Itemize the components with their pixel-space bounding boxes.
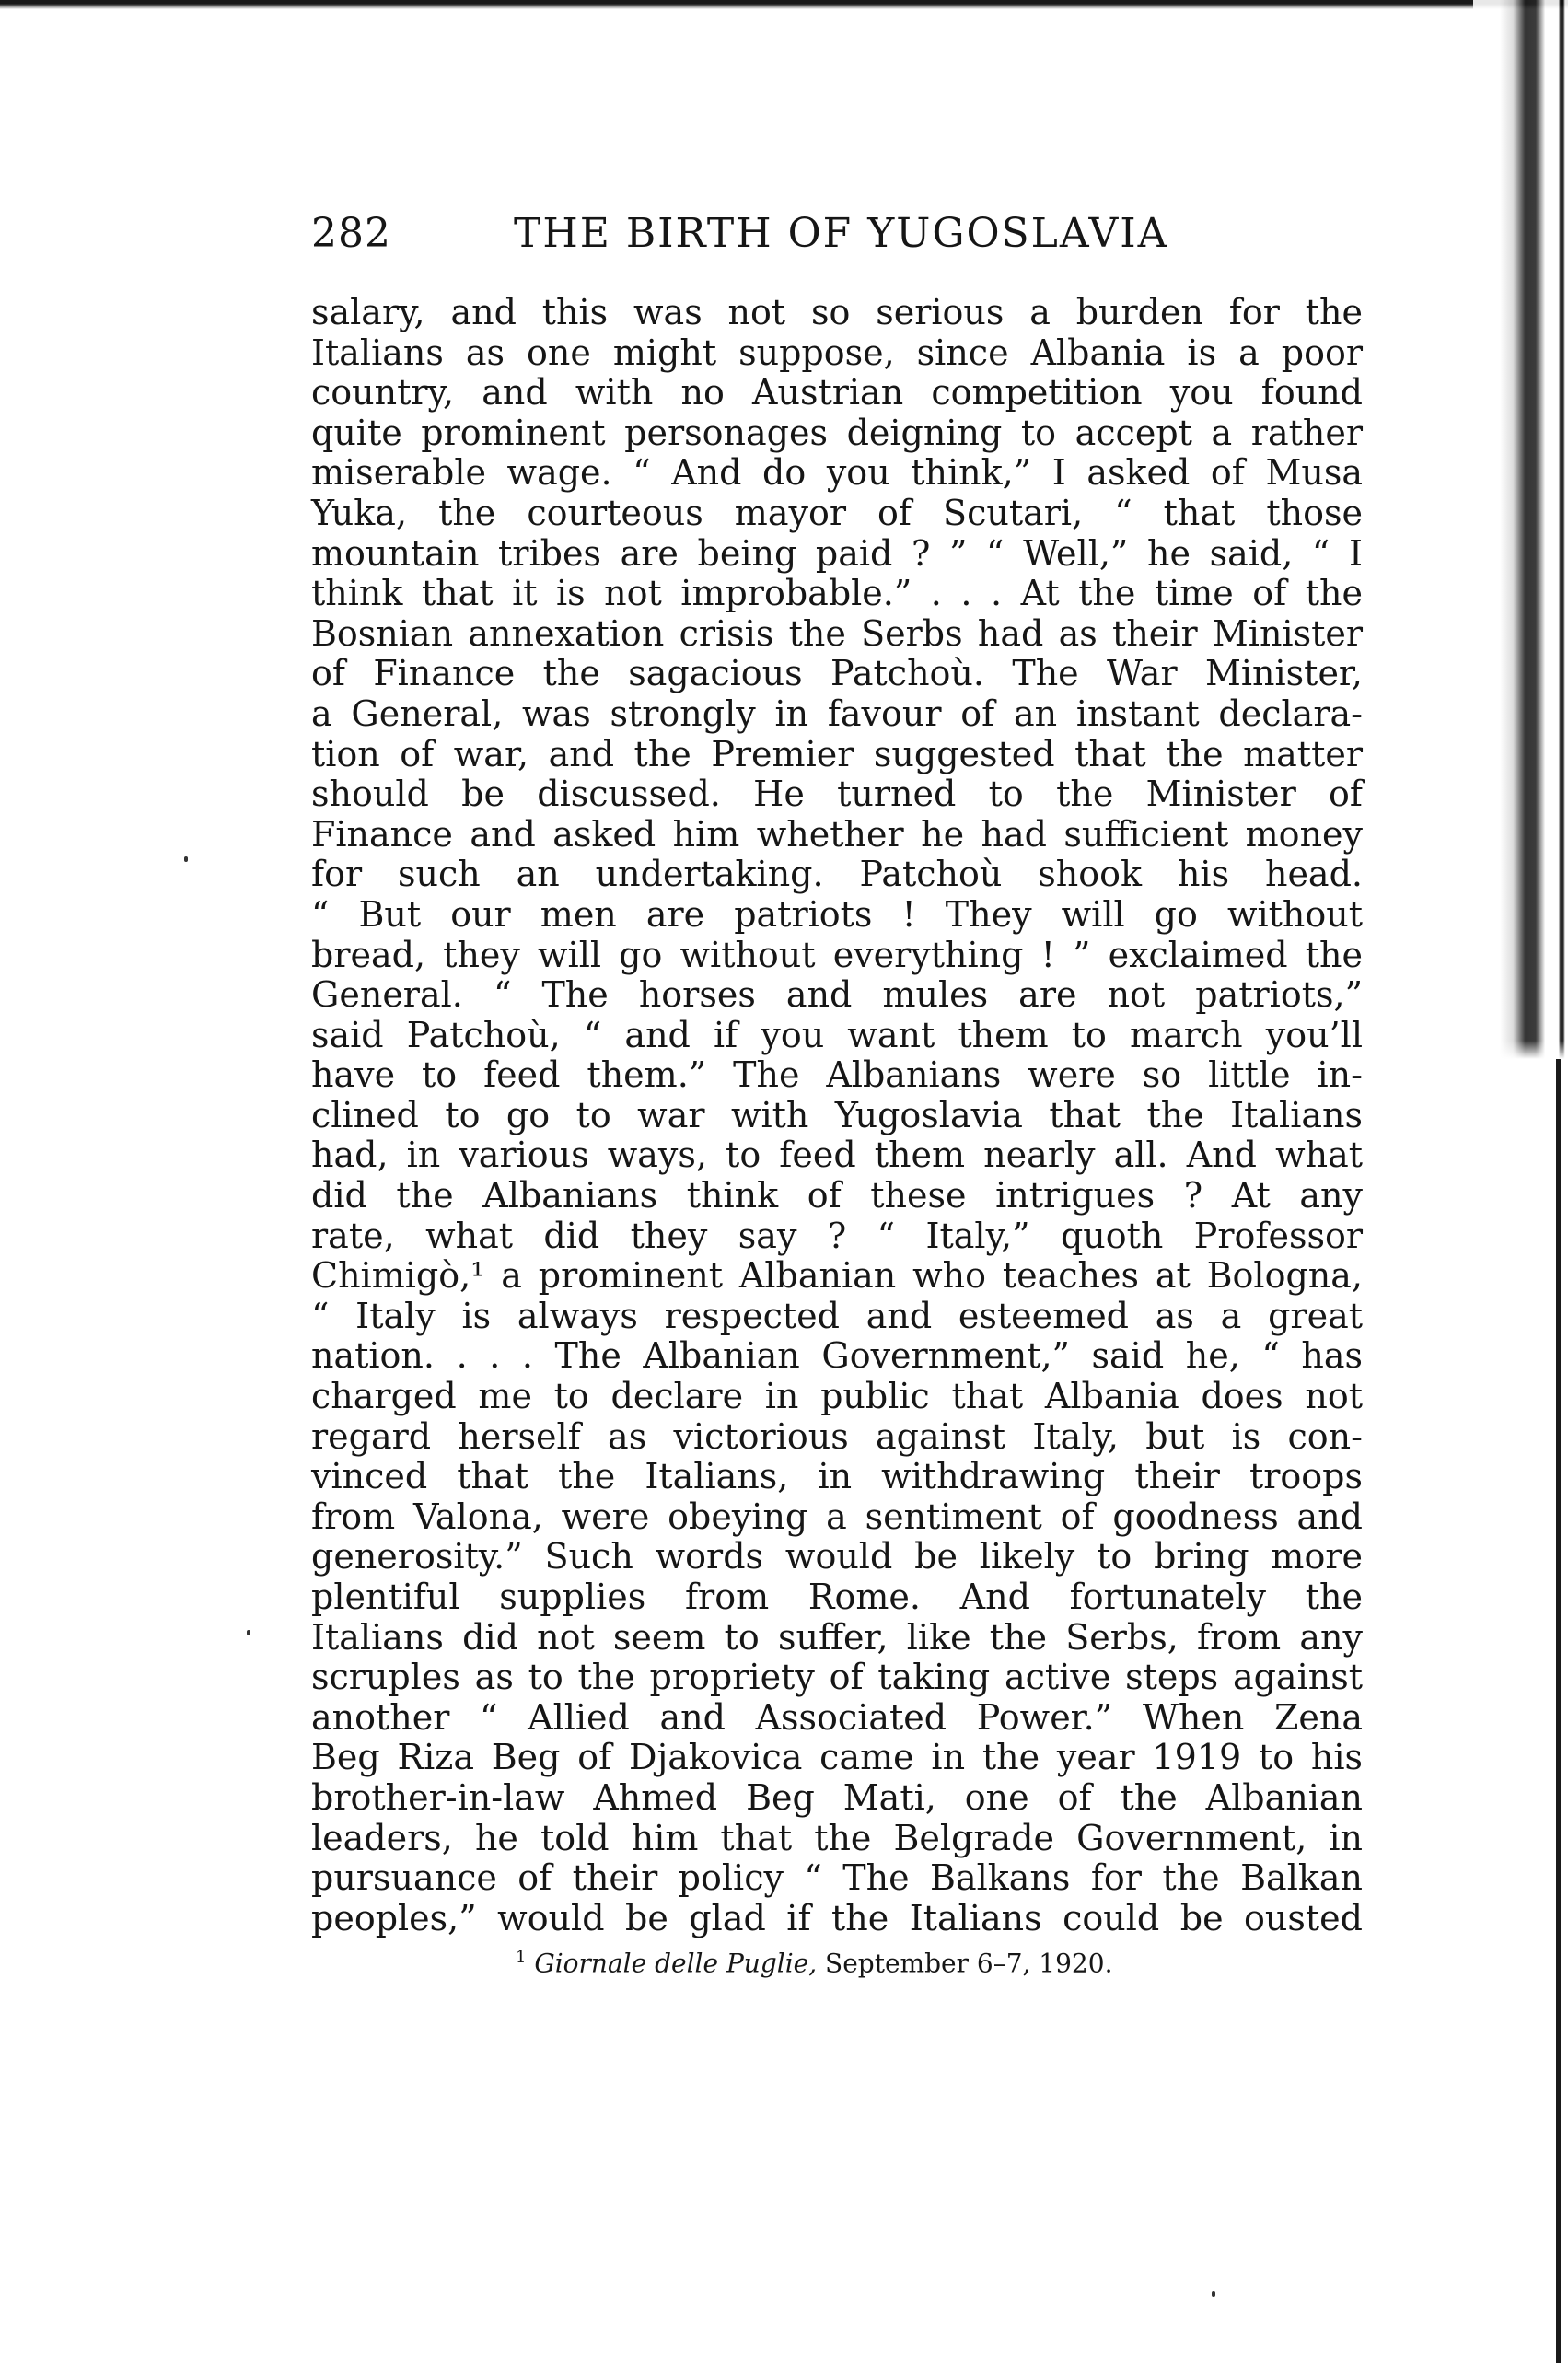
text-line: Yuka, the courteous mayor of Scutari, “ that those: [311, 492, 1363, 533]
text-line: had, in various ways, to feed them nearly all. And what: [311, 1135, 1363, 1176]
text-line: of Finance the sagacious Patchoù. The War Minister,: [311, 653, 1363, 694]
text-line: have to feed them.” The Albanians were so little in-: [311, 1054, 1363, 1096]
text-line: did the Albanians think of these intrigues ? At any: [311, 1175, 1363, 1216]
text-line: charged me to declare in public that Albania does not: [311, 1376, 1363, 1417]
text-line: rate, what did they say ? “ Italy,” quoth Professor: [311, 1215, 1363, 1256]
running-head: [311, 210, 1370, 265]
text-line: brother-in-law Ahmed Beg Mati, one of the Albanian: [311, 1776, 1363, 1818]
footnote-marker: 1: [516, 1948, 527, 1967]
page-number: 282: [311, 210, 391, 257]
page-speck: [184, 856, 188, 862]
text-line: Bosnian annexation crisis the Serbs had as their Minister: [311, 612, 1363, 654]
text-line: bread, they will go without everything ! ” exclaimed the: [311, 934, 1363, 975]
text-line: country, and with no Austrian competition you found: [311, 372, 1363, 413]
text-line: quite prominent personages deigning to accept a rather: [311, 412, 1363, 453]
text-line: should be discussed. He turned to the Minister of: [311, 774, 1363, 815]
text-line: Italians as one might suppose, since Albania is a poor: [311, 332, 1363, 373]
text-line: tion of war, and the Premier suggested that the matter: [311, 733, 1363, 774]
footnote: [516, 1941, 1344, 1980]
text-line: another “ Allied and Associated Power.” When Zena: [311, 1696, 1363, 1738]
text-line: salary, and this was not so serious a burden for the: [311, 292, 1363, 332]
body-text: [311, 293, 1363, 1938]
page-top-edge: [0, 0, 1568, 9]
text-line: miserable wage. “ And do you think,” I asked of Musa: [311, 452, 1363, 494]
text-line: clined to go to war with Yugoslavia that the Italians: [311, 1094, 1363, 1135]
text-line: nation. . . . The Albanian Government,” said he, “ has: [311, 1335, 1363, 1377]
page-right-edge: [1556, 1059, 1561, 2363]
text-line: leaders, he told him that the Belgrade Government, in: [311, 1817, 1363, 1858]
text-line: generosity.” Such words would be likely to bring more: [311, 1536, 1363, 1577]
running-title: THE BIRTH OF YUGOSLAVIA: [514, 210, 1169, 257]
text-line: Finance and asked him whether he had sufficient money: [311, 813, 1363, 855]
text-line: mountain tribes are being paid ? ” “ Well,” he said, “ I: [311, 532, 1363, 574]
text-line: Beg Riza Beg of Djakovica came in the year 1919 to his: [311, 1737, 1363, 1778]
text-line: Chimigò,¹ a prominent Albanian who teaches at Bologna,: [311, 1255, 1363, 1297]
text-line: pursuance of their policy “ The Balkans for the Balkan: [311, 1857, 1363, 1899]
text-line: said Patchoù, “ and if you want them to march you’ll: [311, 1014, 1363, 1055]
text-line: peoples,” would be glad if the Italians could be ousted: [311, 1897, 1363, 1938]
text-line: scruples as to the propriety of taking active steps against: [311, 1657, 1363, 1698]
text-line: “ But our men are patriots ! They will go without: [311, 893, 1363, 935]
text-line: for such an undertaking. Patchoù shook his head.: [311, 854, 1363, 895]
text-line: a General, was strongly in favour of an instant declara-: [311, 693, 1363, 734]
text-line: regard herself as victorious against Italy, but is con-: [311, 1415, 1363, 1457]
text-line: vinced that the Italians, in withdrawing their troops: [311, 1456, 1363, 1497]
spine-shadow-fade: [1473, 0, 1568, 2363]
footnote-date: September 6–7, 1920.: [825, 1948, 1113, 1979]
text-line: General. “ The horses and mules are not patriots,”: [311, 974, 1363, 1016]
text-line: think that it is not improbable.” . . . At the time of the: [311, 573, 1363, 614]
text-line: from Valona, were obeying a sentiment of goodness and: [311, 1496, 1363, 1537]
text-line: Italians did not seem to suffer, like the Serbs, from any: [311, 1616, 1363, 1658]
text-line: plentiful supplies from Rome. And fortunately the: [311, 1577, 1363, 1617]
page-speck: [247, 1630, 250, 1635]
page-speck: [1212, 2291, 1215, 2297]
footnote-source: Giornale delle Puglie,: [534, 1948, 818, 1979]
text-line: “ Italy is always respected and esteemed as a great: [311, 1295, 1363, 1336]
